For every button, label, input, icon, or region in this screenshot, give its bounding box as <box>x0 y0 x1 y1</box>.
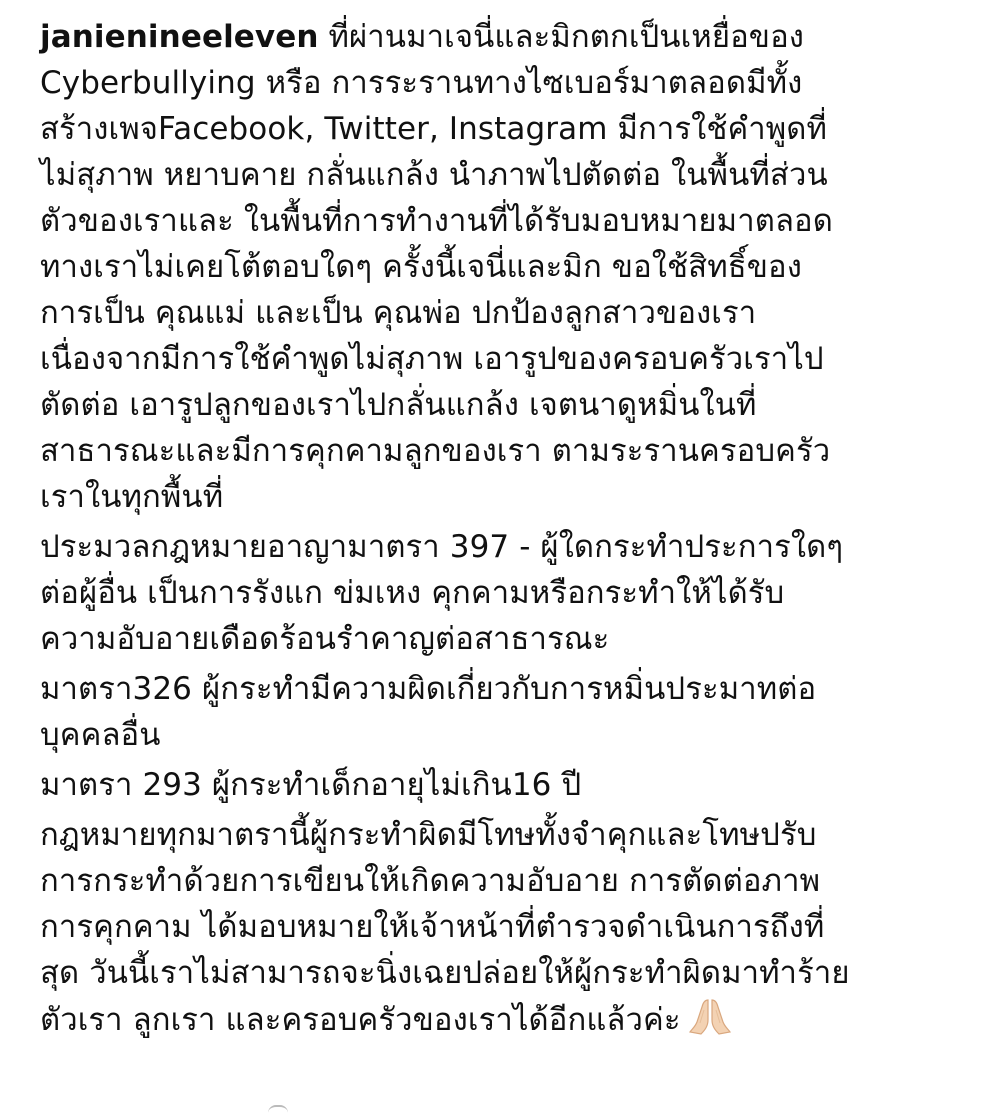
law-397-line: ต่อผู้อื่น เป็นการรังแก ข่มเหง คุกคามหรือกระทำให้ได้รับ <box>40 575 785 611</box>
caption-line: เนื่องจากมีการใช้คำพูดไม่สุภาพ เอารูปของครอบครัวเราไป <box>40 341 824 377</box>
closing-line: การกระทำด้วยการเขียนให้เกิดความอับอาย การตัดต่อภาพ <box>40 863 821 899</box>
post-caption <box>40 14 980 1049</box>
closing-text: ตัวเรา ลูกเรา และครอบครัวของเราได้อีกแล้วค่ะ <box>40 1002 681 1038</box>
caption-line: การเป็น คุณแม่ และเป็น คุณพ่อ ปกป้องลูกสาวของเรา <box>40 295 757 331</box>
username-link[interactable]: janienineeleven <box>40 19 319 55</box>
caption-line: Cyberbullying หรือ การระรานทางไซเบอร์มาตลอดมีทั้ง <box>40 65 803 101</box>
caption-line: สาธารณะและมีการคุกคามลูกของเรา ตามระรานครอบครัว <box>40 433 831 469</box>
law-293-line: มาตรา 293 ผู้กระทำเด็กอายุไม่เกิน16 ปี <box>40 767 582 803</box>
caption-line: ทางเราไม่เคยโต้ตอบใดๆ ครั้งนี้เจนี่และมิก ขอใช้สิทธิ์ของ <box>40 249 802 285</box>
caption-line: สร้างเพจFacebook, Twitter, Instagram มีการใช้คำพูดที่ <box>40 111 828 147</box>
caption-line <box>40 14 980 60</box>
caption-line: ไม่สุภาพ หยาบคาย กลั่นแกล้ง นำภาพไปตัดต่อ ในพื้นที่ส่วน <box>40 157 828 193</box>
law-326-line: บุคคลอื่น <box>40 717 161 753</box>
closing-line: สุด วันนี้เราไม่สามารถจะนิ่งเฉยปล่อยให้ผู้กระทำผิดมาทำร้าย <box>40 955 850 991</box>
law-397-line: ความอับอายเดือดร้อนรำคาญต่อสาธารณะ <box>40 621 610 657</box>
law-397-line: ประมวลกฎหมายอาญามาตรา 397 - ผู้ใดกระทำประการใดๆ <box>40 529 844 565</box>
law-326-line: มาตรา326 ผู้กระทำมีความผิดเกี่ยวกับการหมิ่นประมาทต่อ <box>40 671 817 707</box>
caption-line: ตัดต่อ เอารูปลูกของเราไปกลั่นแกล้ง เจตนาดูหมิ่นในที่ <box>40 387 757 423</box>
closing-line: การคุกคาม ได้มอบหมายให้เจ้าหน้าที่ตำรวจดำเนินการถึงที่ <box>40 909 825 945</box>
closing-line <box>40 996 980 1049</box>
cropped-next-line <box>0 1107 1000 1113</box>
closing-line: กฎหมายทุกมาตรานี้ผู้กระทำผิดมีโทษทั้งจำคุกและโทษปรับ <box>40 817 817 853</box>
caption-line: ตัวของเราและ ในพื้นที่การทำงานที่ได้รับมอบหมายมาตลอด <box>40 203 833 239</box>
cropped-glyph <box>268 1105 288 1113</box>
folded-hands-icon <box>687 996 733 1049</box>
caption-line: เราในทุกพื้นที่ <box>40 479 224 515</box>
caption-text: ที่ผ่านมาเจนี่และมิกตกเป็นเหยื่อของ <box>318 19 805 55</box>
